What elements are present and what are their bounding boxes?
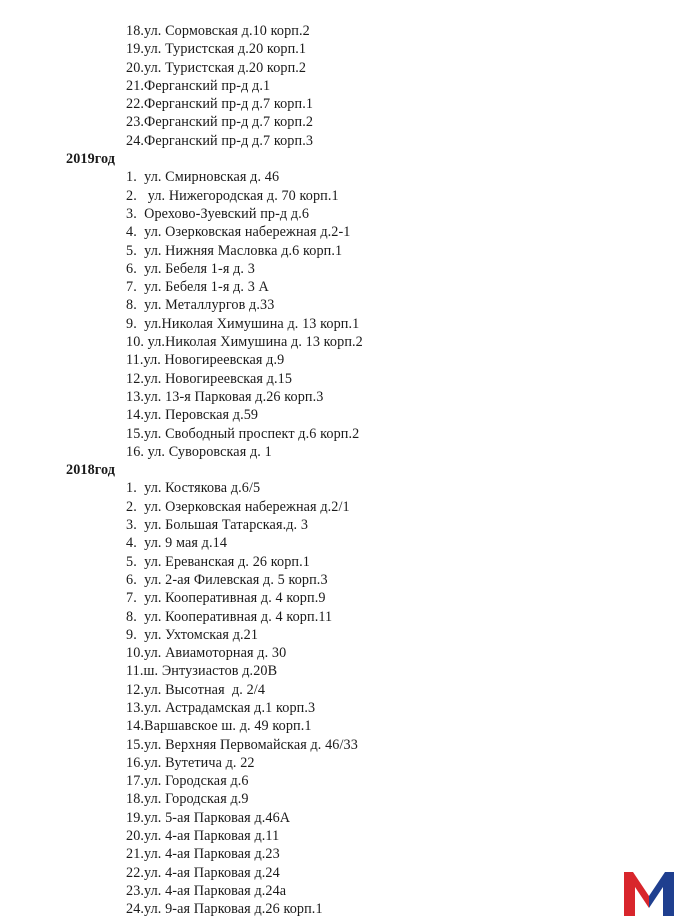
list-item: 11.ш. Энтузиастов д.20В xyxy=(126,663,278,680)
list-item: 20.ул. Туристская д.20 корп.2 xyxy=(126,59,307,76)
logo-right-stroke xyxy=(649,872,674,916)
list-item: 21.Ферганский пр-д д.1 xyxy=(126,77,271,94)
list-item: 22.Ферганский пр-д д.7 корп.1 xyxy=(126,96,314,113)
metro-m-logo-icon xyxy=(624,872,674,916)
list-item: 16.ул. Вутетича д. 22 xyxy=(126,754,255,771)
section-heading-2019: 2019год xyxy=(66,151,116,168)
list-item: 7. ул. Бебеля 1-я д. 3 А xyxy=(126,279,269,296)
logo-left-stroke xyxy=(624,872,649,916)
list-item: 15.ул. Свободный проспект д.6 корп.2 xyxy=(126,425,360,442)
list-item: 8. ул. Металлургов д.33 xyxy=(126,297,275,314)
list-item: 7. ул. Кооперативная д. 4 корп.9 xyxy=(126,590,326,607)
list-2019 xyxy=(0,168,678,461)
list-item: 2. ул. Нижегородская д. 70 корп.1 xyxy=(126,187,339,204)
list-item: 19.ул. 5-ая Парковая д.46А xyxy=(126,809,291,826)
list-item: 14.ул. Перовская д.59 xyxy=(126,407,259,424)
list-item: 24.ул. 9-ая Парковая д.26 корп.1 xyxy=(126,901,323,918)
list-item: 18.ул. Городская д.9 xyxy=(126,791,249,808)
document xyxy=(0,22,678,919)
list-item: 12.ул. Новогиреевская д.15 xyxy=(126,370,293,387)
list-item: 3. Орехово-Зуевский пр-д д.6 xyxy=(126,205,310,222)
list-item: 9. ул.Николая Химушина д. 13 корп.1 xyxy=(126,315,360,332)
list-item: 10. ул.Николая Химушина д. 13 корп.2 xyxy=(126,334,363,351)
list-item: 13.ул. 13-я Парковая д.26 корп.3 xyxy=(126,388,324,405)
list-item: 5. ул. Нижняя Масловка д.6 корп.1 xyxy=(126,242,343,259)
list-item: 11.ул. Новогиреевская д.9 xyxy=(126,352,285,369)
list-item: 23.Ферганский пр-д д.7 корп.2 xyxy=(126,114,314,131)
list-item: 10.ул. Авиамоторная д. 30 xyxy=(126,645,287,662)
list-2018 xyxy=(0,479,678,918)
list-item: 3. ул. Большая Татарская.д. 3 xyxy=(126,517,309,534)
list-item: 22.ул. 4-ая Парковая д.24 xyxy=(126,864,280,881)
list-item: 14.Варшавское ш. д. 49 корп.1 xyxy=(126,718,312,735)
list-item: 8. ул. Кооперативная д. 4 корп.11 xyxy=(126,608,333,625)
section-heading-2018: 2018год xyxy=(66,462,116,479)
list-item: 1. ул. Костякова д.6/5 xyxy=(126,480,261,497)
list-item: 5. ул. Ереванская д. 26 корп.1 xyxy=(126,553,310,570)
list-item: 17.ул. Городская д.6 xyxy=(126,773,249,790)
list-item: 9. ул. Ухтомская д.21 xyxy=(126,626,259,643)
list-item: 4. ул. Озерковская набережная д.2-1 xyxy=(126,224,351,241)
list-item: 20.ул. 4-ая Парковая д.11 xyxy=(126,828,280,845)
list-item: 16. ул. Суворовская д. 1 xyxy=(126,443,272,460)
list-item: 13.ул. Астрадамская д.1 корп.3 xyxy=(126,699,316,716)
list-item: 2. ул. Озерковская набережная д.2/1 xyxy=(126,498,350,515)
list-item: 15.ул. Верхняя Первомайская д. 46/33 xyxy=(126,736,358,753)
list-item: 6. ул. Бебеля 1-я д. 3 xyxy=(126,260,255,277)
list-item: 6. ул. 2-ая Филевская д. 5 корп.3 xyxy=(126,571,328,588)
list-item: 24.Ферганский пр-д д.7 корп.3 xyxy=(126,132,314,149)
prev-list xyxy=(0,22,678,150)
list-item: 18.ул. Сормовская д.10 корп.2 xyxy=(126,23,310,39)
list-item: 21.ул. 4-ая Парковая д.23 xyxy=(126,846,280,863)
list-item: 19.ул. Туристская д.20 корп.1 xyxy=(126,41,307,58)
list-item: 1. ул. Смирновская д. 46 xyxy=(126,169,280,186)
list-item: 4. ул. 9 мая д.14 xyxy=(126,535,228,552)
list-item: 12.ул. Высотная д. 2/4 xyxy=(126,681,266,698)
list-item: 23.ул. 4-ая Парковая д.24а xyxy=(126,882,287,899)
